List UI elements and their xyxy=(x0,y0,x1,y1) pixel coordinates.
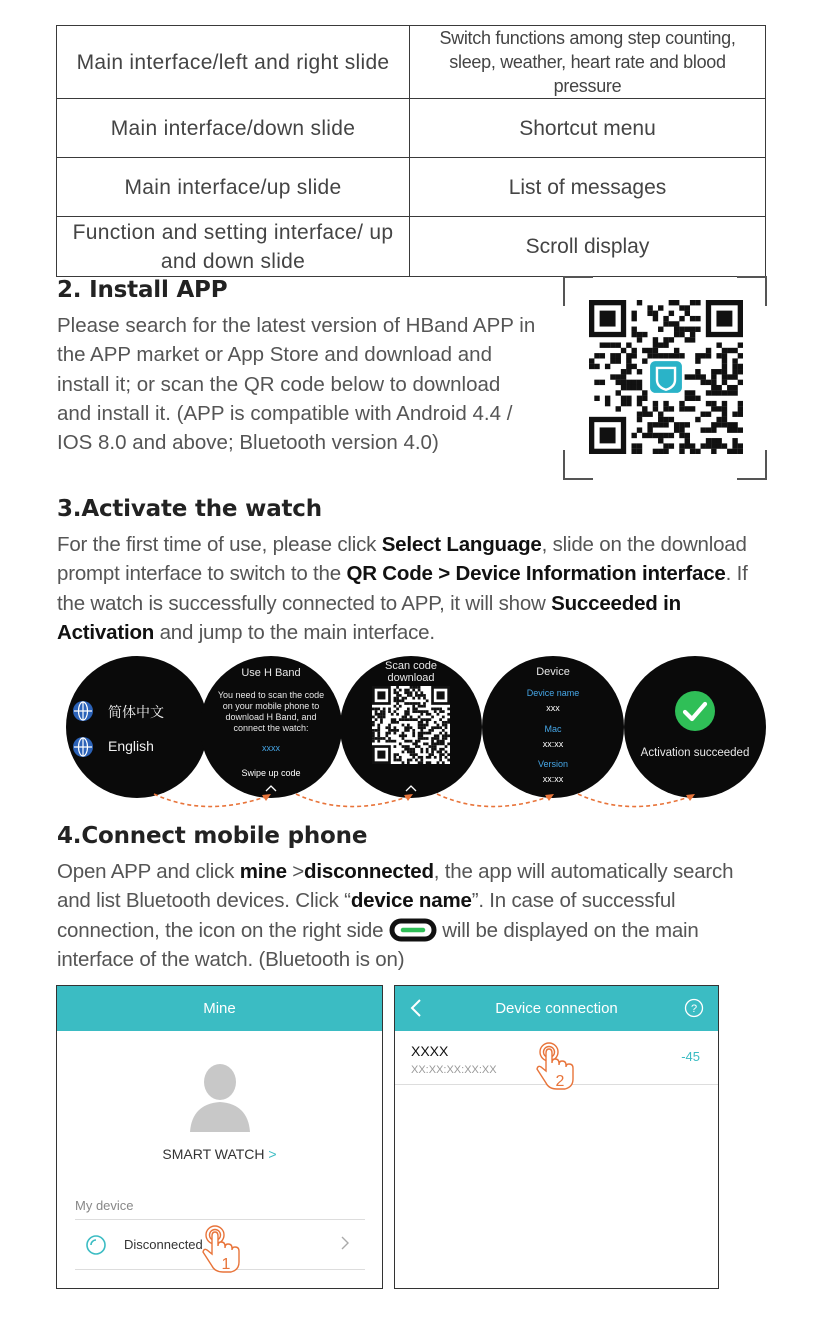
bold-run: Succeeded in Activation xyxy=(57,591,681,644)
tap-hand-icon xyxy=(531,1041,579,1097)
flow-arrow-icon xyxy=(433,790,558,814)
function-cell: List of messages xyxy=(410,158,766,217)
language-label: English xyxy=(108,738,154,754)
bold-run: mine xyxy=(239,860,287,883)
gesture-cell: Function and setting interface/ up and down slide xyxy=(57,217,410,277)
bold-run: disconnected xyxy=(304,860,434,883)
flow-arrow-icon xyxy=(574,790,699,814)
connect-heading: 4.Connect mobile phone xyxy=(57,823,368,849)
bold-run: QR Code > Device Information interface xyxy=(346,562,726,586)
function-cell: Scroll display xyxy=(410,217,766,277)
device-name-value: xxx xyxy=(546,703,560,713)
device-title: SMART WATCH xyxy=(162,1146,265,1162)
watch-disconnected-icon xyxy=(85,1234,107,1256)
success-text: Activation succeeded xyxy=(640,747,750,759)
chevron-right-icon: > xyxy=(268,1146,277,1162)
device-title-link[interactable] xyxy=(57,1146,382,1162)
globe-icon xyxy=(72,700,94,722)
install-body: Please search for the latest version of HBand APP in the APP market or App Store and download and install it; or scan the QR code below to download and install it. (APP is compatible with Android 4.4 / IOS 8.0 and above; Bluetooth version 4.0) xyxy=(57,314,536,455)
gesture-cell: Main interface/down slide xyxy=(57,99,410,158)
watch-title: Use H Band xyxy=(241,667,301,679)
bold-run: device name xyxy=(350,889,472,913)
text-run: , slide on the download prompt interface to switch to the xyxy=(57,533,747,586)
app-mine-screen xyxy=(56,985,383,1289)
frame-corner xyxy=(563,450,593,480)
activate-heading: 3.Activate the watch xyxy=(57,496,322,522)
step-number: 2 xyxy=(555,1073,565,1090)
bold-run: Select Language xyxy=(381,533,542,556)
section-label: My device xyxy=(75,1198,134,1213)
qr-code-icon xyxy=(589,300,743,454)
watch-instruction: You need to scan the code on your mobile phone to download H Band, and connect the watch: xyxy=(217,690,325,733)
screen-header: Device connection xyxy=(395,986,718,1031)
link-connected-icon xyxy=(389,918,437,942)
watch-title: Scan code download xyxy=(385,660,437,684)
function-cell: Switch functions among step counting, sleep, weather, heart rate and blood pressure xyxy=(410,26,766,99)
watch-activation-success-screen xyxy=(624,656,766,798)
version-label: Version xyxy=(537,759,569,769)
watch-title: Device xyxy=(536,666,570,678)
text-run: will be displayed on the main interface of the watch. (Bluetooth is on) xyxy=(57,918,699,971)
chevron-right-icon xyxy=(340,1235,350,1251)
text-run: For the first time of use, please click xyxy=(57,533,382,556)
mac-label: Mac xyxy=(544,724,562,734)
language-label: 简体中文 xyxy=(108,704,164,720)
version-value: xx:xx xyxy=(542,774,564,784)
watch-download-prompt-screen xyxy=(200,656,342,798)
globe-icon xyxy=(72,736,94,758)
avatar-icon xyxy=(188,1060,252,1132)
text-run: and jump to the main interface. xyxy=(154,620,435,644)
text-run: ”. In case of successful connection, the icon on the right side xyxy=(57,889,676,942)
disconnected-row[interactable]: Disconnected xyxy=(124,1237,203,1252)
svg-text:?: ? xyxy=(690,1003,698,1015)
table-row xyxy=(57,99,766,158)
device-list-item-name[interactable]: XXXX xyxy=(411,1043,449,1059)
qr-code-icon xyxy=(372,686,450,764)
watch-code: xxxx xyxy=(262,743,280,753)
step-number: 1 xyxy=(221,1256,231,1273)
check-circle-icon xyxy=(674,690,716,732)
back-arrow-icon[interactable] xyxy=(409,998,423,1018)
text-run: , the app will automatically search and list Bluetooth devices. Click “ xyxy=(57,860,734,913)
signal-strength: -45 xyxy=(681,1049,700,1064)
table-row xyxy=(57,26,766,99)
flow-arrow-icon xyxy=(150,790,275,814)
frame-corner xyxy=(737,450,767,480)
connect-body xyxy=(57,857,769,974)
install-heading: 2. Install APP xyxy=(57,277,228,303)
app-device-connection-screen xyxy=(394,985,719,1289)
screen-header: Mine xyxy=(57,986,382,1031)
text-run: Open APP and click xyxy=(57,860,240,883)
activate-body xyxy=(57,530,769,647)
watch-device-info-screen xyxy=(482,656,624,798)
language-option[interactable] xyxy=(66,700,208,724)
gesture-cell: Main interface/up slide xyxy=(57,158,410,217)
help-icon[interactable] xyxy=(684,998,704,1018)
mac-value: xx:xx xyxy=(542,739,564,749)
watch-qr-screen xyxy=(340,656,482,798)
watch-swipe-hint: Swipe up code xyxy=(241,768,301,778)
function-cell: Shortcut menu xyxy=(410,99,766,158)
table-row xyxy=(57,217,766,277)
tap-hand-icon xyxy=(197,1224,245,1280)
gesture-cell: Main interface/left and right slide xyxy=(57,26,410,99)
flow-arrow-icon xyxy=(292,790,417,814)
watch-language-screen xyxy=(66,656,208,798)
operation-table xyxy=(56,25,766,277)
text-run: > xyxy=(286,860,305,883)
device-list-item-mac: XX:XX:XX:XX:XX xyxy=(411,1064,497,1076)
text-run: . If the watch is successfully connected to APP, it will show xyxy=(57,562,748,615)
device-name-label: Device name xyxy=(526,688,580,698)
divider xyxy=(75,1219,365,1220)
language-option[interactable] xyxy=(66,736,208,760)
table-row xyxy=(57,158,766,217)
qr-frame xyxy=(563,276,767,480)
